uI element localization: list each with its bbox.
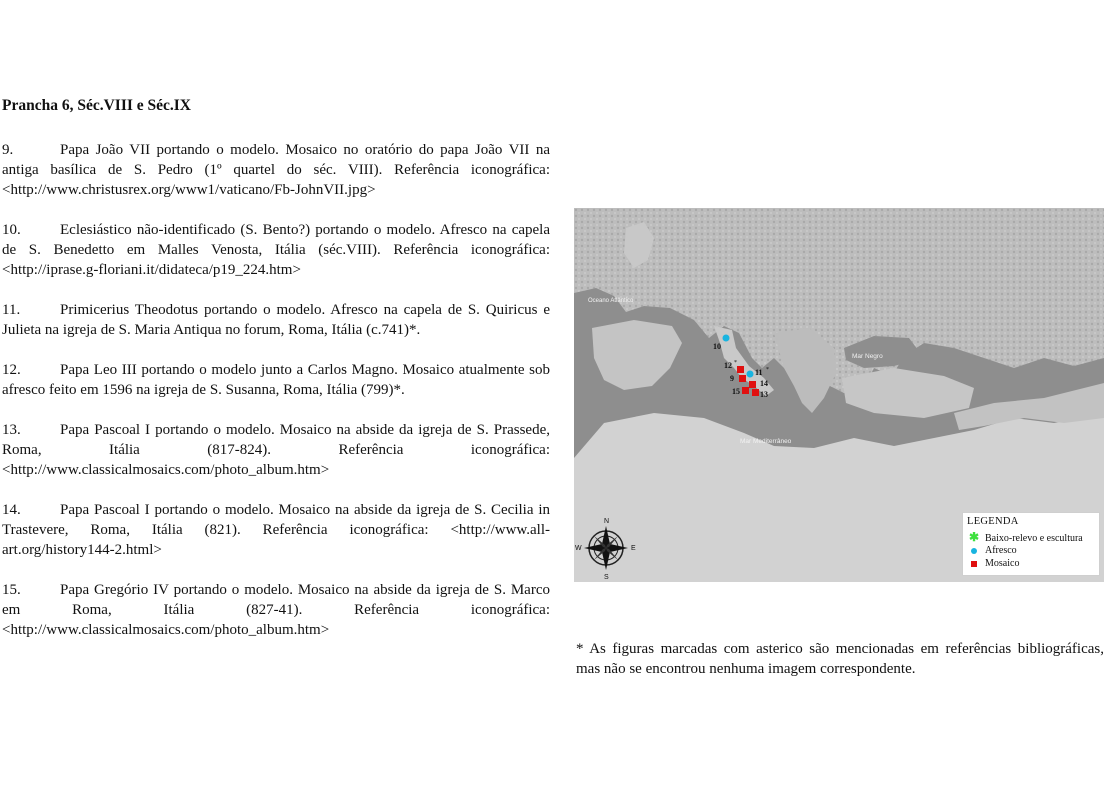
compass-n: N (604, 518, 610, 525)
legend-item-mosaic (967, 557, 1099, 570)
footnote: * As figuras marcadas com asterico são mencionadas em referências bibliográficas, mas não se encontrou nenhuma imagem correspondente. (576, 641, 1104, 677)
marker-afresco-11 (747, 371, 754, 378)
entry-14 (2, 500, 550, 560)
entry-number: 10. (2, 222, 21, 238)
marker-mosaico-12 (737, 366, 744, 373)
legend-label: Baixo-relevo e escultura (985, 533, 1083, 544)
marker-label-11: 11 (755, 368, 763, 377)
marker-label-15: 15 (732, 387, 740, 396)
marker-label-9: 9 (730, 374, 734, 383)
legend-title: LEGENDA (967, 516, 1019, 527)
entry-number: 11. (2, 302, 21, 318)
marker-label-11-star: * (766, 367, 769, 373)
marker-label-14: 14 (760, 379, 768, 388)
legend-label: Afresco (985, 545, 1017, 556)
plate-title: Prancha 6, Séc.VIII e Séc.IX (2, 97, 191, 114)
label-atlantic: Oceano Atlântico (588, 298, 634, 304)
map-legend (962, 512, 1100, 576)
entry-text: Papa Pascoal I portando o modelo. Mosaico na abside da igreja de S. Prassede, Roma, Itália (817-824). Referência iconográfica: <http://www.classicalmosaics.com/photo_album.htm> (2, 422, 550, 478)
entry-list (2, 140, 550, 660)
marker-label-10: 10 (713, 342, 721, 351)
marker-mosaico-15 (742, 387, 749, 394)
marker-label-13: 13 (760, 390, 768, 399)
legend-item-fresco (967, 544, 1099, 557)
entry-13 (2, 420, 550, 480)
marker-mosaico-13 (752, 389, 759, 396)
marker-label-12: 12 (724, 361, 732, 370)
entry-text: Primicerius Theodotus portando o modelo. Afresco na capela de S. Quiricus e Julieta na igreja de S. Maria Antiqua no forum, Roma, Itália (c.741)*. (2, 302, 550, 338)
compass-w: W (575, 545, 582, 552)
entry-number: 15. (2, 582, 21, 598)
legend-item-sculpture (967, 531, 1099, 544)
map-figure (574, 208, 1104, 582)
entry-15 (2, 580, 550, 640)
entry-text: Papa Gregório IV portando o modelo. Mosaico na abside da igreja de S. Marco em Roma, Itália (827-41). Referência iconográfica: <http://www.classicalmosaics.com/photo_album.htm> (2, 582, 550, 638)
entry-number: 12. (2, 362, 21, 378)
entry-text: Eclesiástico não-identificado (S. Bento?) portando o modelo. Afresco na capela de S. Benedetto em Malles Venosta, Itália (séc.VIII). Referência iconográfica: <http://iprase.g-floriani.it/didateca/p19_224.htm> (2, 222, 550, 278)
compass-e: E (631, 545, 636, 552)
label-mediterranean: Mar Mediterrâneo (740, 438, 792, 445)
red-square-icon (967, 557, 981, 570)
entry-text: Papa Pascoal I portando o modelo. Mosaico na abside da igreja de S. Cecilia in Trastevere, Roma, Itália (821). Referência iconográfica: <http://www.all-art.org/history144-2.html> (2, 502, 550, 558)
entry-text: Papa Leo III portando o modelo junto a Carlos Magno. Mosaico atualmente sob afresco feito em 1596 na igreja de S. Susanna, Roma, Itália (799)*. (2, 362, 550, 398)
entry-9 (2, 140, 550, 200)
entry-12 (2, 360, 550, 400)
marker-mosaico-9 (739, 375, 746, 382)
entry-number: 13. (2, 422, 21, 438)
legend-label: Mosaico (985, 558, 1020, 569)
entry-text: Papa João VII portando o modelo. Mosaico no oratório do papa João VII na antiga basílica de S. Pedro (1º quartel do séc. VIII). Referência iconográfica: <http://www.christusrex.org/www1/vaticano/Fb-JohnVII.jpg> (2, 142, 550, 198)
label-black-sea: Mar Negro (852, 353, 883, 360)
marker-mosaico-14 (749, 381, 756, 388)
entry-11 (2, 300, 550, 340)
green-star-icon: ✱ (968, 530, 980, 544)
entry-number: 14. (2, 502, 21, 518)
entry-10 (2, 220, 550, 280)
marker-label-12-star: * (734, 360, 737, 366)
entry-number: 9. (2, 142, 14, 158)
marker-afresco-10 (723, 335, 730, 342)
compass-s: S (604, 574, 609, 581)
blue-dot-icon (967, 544, 981, 557)
